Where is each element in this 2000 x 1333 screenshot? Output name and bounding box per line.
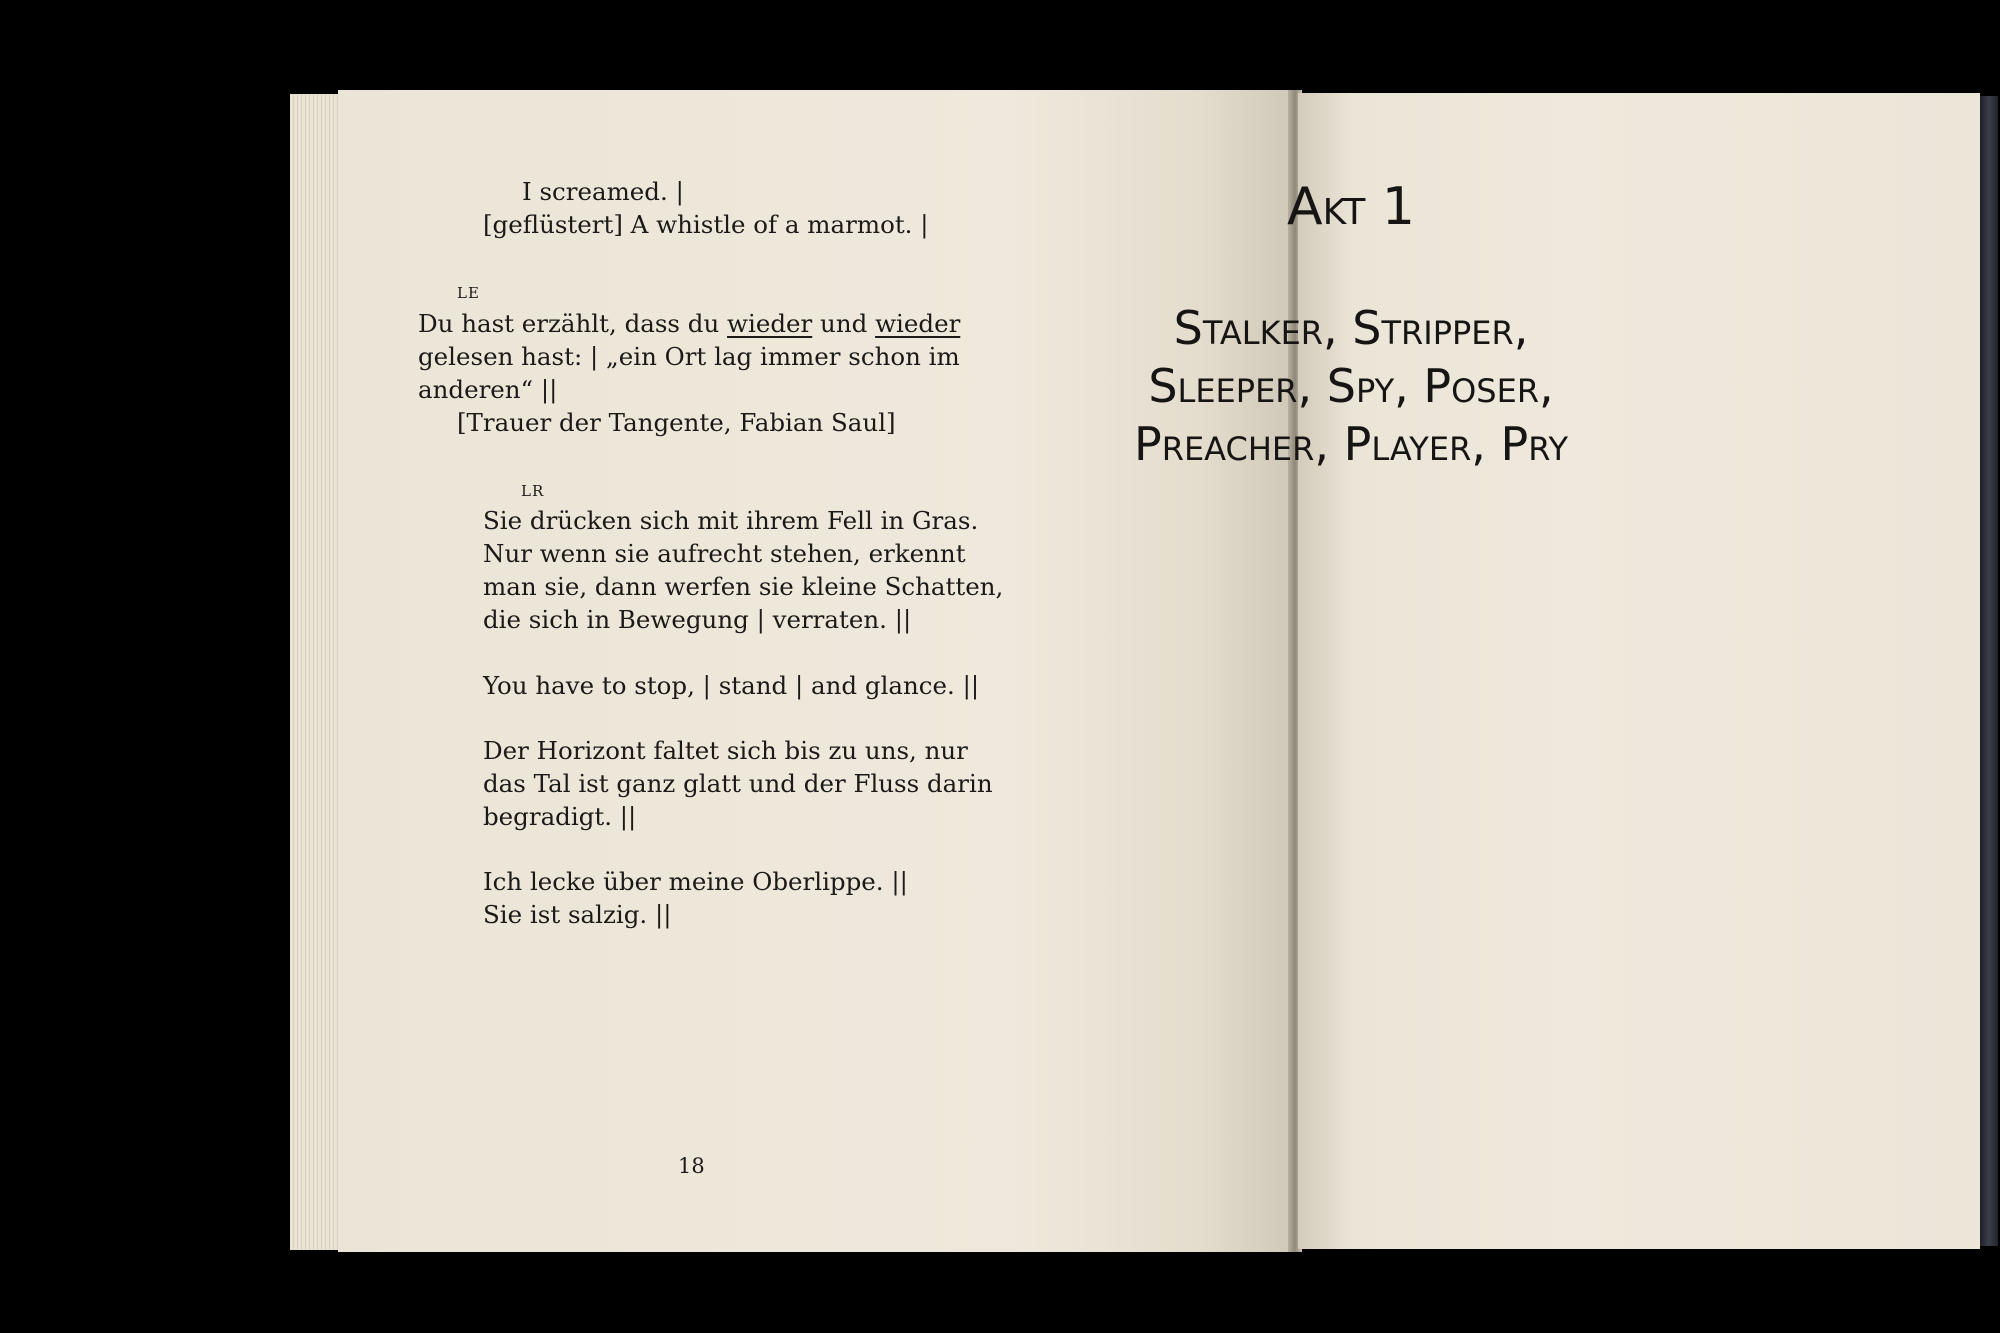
lr-line-salzig: Sie ist salzig. ||	[483, 900, 672, 929]
le-line-2: gelesen hast: | „ein Ort lag immer schon im	[418, 342, 960, 371]
heading-line-3: Preacher, Player, Pry	[1133, 417, 1569, 471]
underlined-wieder-1: wieder	[727, 309, 813, 338]
chapter-heading	[1010, 299, 1692, 473]
lr-line-2: Nur wenn sie aufrecht stehen, erkennt	[483, 539, 966, 568]
lr-line-4: die sich in Bewegung | verraten. ||	[483, 605, 912, 634]
lr-line-oberlippe: Ich lecke über meine Oberlippe. ||	[483, 867, 908, 896]
heading-line-1: Stalker, Stripper,	[1173, 301, 1529, 355]
le-line-3: anderen“ ||	[418, 375, 558, 404]
page-number: 18	[678, 1154, 705, 1178]
lr-line-stop: You have to stop, | stand | and glance. ||	[483, 671, 980, 700]
lr-line-horizont-3: begradigt. ||	[483, 802, 637, 831]
right-page	[1298, 93, 1980, 1249]
line-screamed: I screamed. |	[522, 177, 684, 206]
lr-line-horizont-1: Der Horizont faltet sich bis zu uns, nur	[483, 736, 968, 765]
speaker-le: LE	[457, 284, 480, 302]
underlined-wieder-2: wieder	[875, 309, 961, 338]
lr-line-3: man sie, dann werfen sie kleine Schatten,	[483, 572, 1004, 601]
citation: [Trauer der Tangente, Fabian Saul]	[457, 408, 896, 437]
heading-line-2: Sleeper, Spy, Poser,	[1148, 359, 1554, 413]
speaker-lr: LR	[521, 482, 545, 500]
le-line-1: Du hast erzählt, dass du wieder und wieder	[418, 309, 961, 338]
lr-line-1: Sie drücken sich mit ihrem Fell in Gras.	[483, 506, 979, 535]
right-page-edges	[1980, 96, 1998, 1246]
line-whispered: [geflüstert] A whistle of a marmot. |	[483, 210, 929, 239]
lr-line-horizont-2: das Tal ist ganz glatt und der Fluss darin	[483, 769, 993, 798]
act-title: Akt 1	[1287, 177, 1415, 237]
